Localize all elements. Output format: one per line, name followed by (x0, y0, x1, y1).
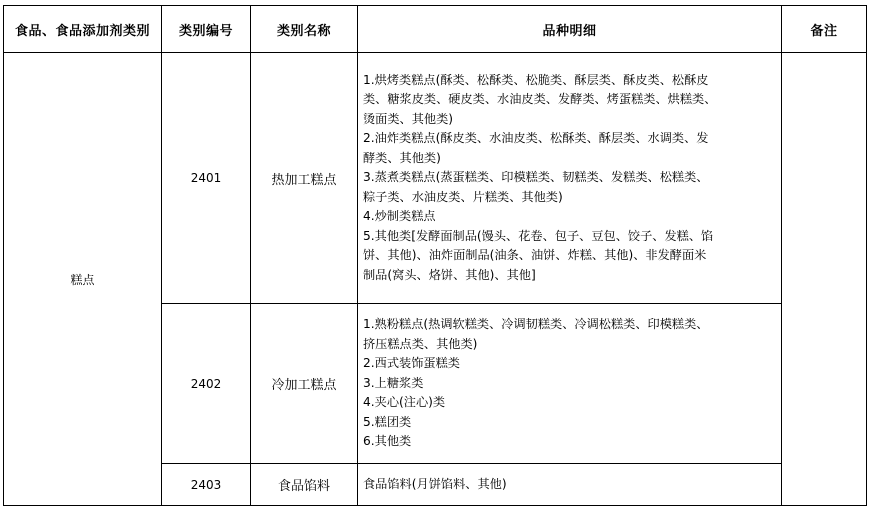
row-name: 冷加工糕点 (251, 304, 358, 464)
detail-line: 烫面类、其他类) (363, 111, 454, 126)
detail-line: 2.西式装饰蛋糕类 (363, 356, 460, 371)
row-name: 热加工糕点 (251, 53, 358, 304)
detail-line: 4.夹心(注心)类 (363, 395, 446, 410)
detail-line: 类、糖浆皮类、硬皮类、水油皮类、发酵类、烤蛋糕类、烘糕类、 (363, 92, 717, 107)
detail-line: 6.其他类 (363, 434, 412, 449)
row-name: 食品馅料 (251, 464, 358, 506)
header-name: 类别名称 (251, 6, 358, 53)
row-code: 2403 (162, 464, 251, 506)
header-detail: 品种明细 (358, 6, 782, 53)
detail-line: 制品(窝头、烙饼、其他)、其他] (363, 267, 536, 282)
detail-line: 3.上糖浆类 (363, 375, 424, 390)
detail-line: 食品馅料(月饼馅料、其他) (363, 476, 507, 491)
detail-line: 饼、其他)、油炸面制品(油条、油饼、炸糕、其他)、非发酵面米 (363, 248, 707, 263)
row-detail (358, 464, 782, 506)
table-row-2401 (4, 53, 867, 304)
header-remark: 备注 (782, 6, 867, 53)
detail-line: 粽子类、水油皮类、片糕类、其他类) (363, 189, 563, 204)
detail-line: 5.糕团类 (363, 414, 412, 429)
row-detail (358, 304, 782, 464)
header-row (4, 6, 867, 53)
detail-line: 2.油炸类糕点(酥皮类、水油皮类、松酥类、酥层类、水调类、发 (363, 131, 709, 146)
row-code: 2402 (162, 304, 251, 464)
detail-line: 1.烘烤类糕点(酥类、松酥类、松脆类、酥层类、酥皮类、松酥皮 (363, 72, 709, 87)
detail-line: 5.其他类[发酵面制品(馒头、花卷、包子、豆包、饺子、发糕、馅 (363, 228, 714, 243)
group-label-cell: 糕点 (4, 53, 162, 506)
detail-line: 4.炒制类糕点 (363, 209, 436, 224)
food-category-table-wrapper (3, 5, 867, 506)
detail-line: 1.熟粉糕点(热调软糕类、冷调韧糕类、冷调松糕类、印模糕类、 (363, 317, 709, 332)
food-category-table (3, 5, 867, 506)
detail-line: 3.蒸煮类糕点(蒸蛋糕类、印模糕类、韧糕类、发糕类、松糕类、 (363, 170, 709, 185)
header-code: 类别编号 (162, 6, 251, 53)
detail-line: 挤压糕点类、其他类) (363, 336, 478, 351)
row-code: 2401 (162, 53, 251, 304)
remark-cell (782, 53, 867, 506)
header-category: 食品、食品添加剂类别 (4, 6, 162, 53)
row-detail (358, 53, 782, 304)
detail-line: 酵类、其他类) (363, 150, 441, 165)
